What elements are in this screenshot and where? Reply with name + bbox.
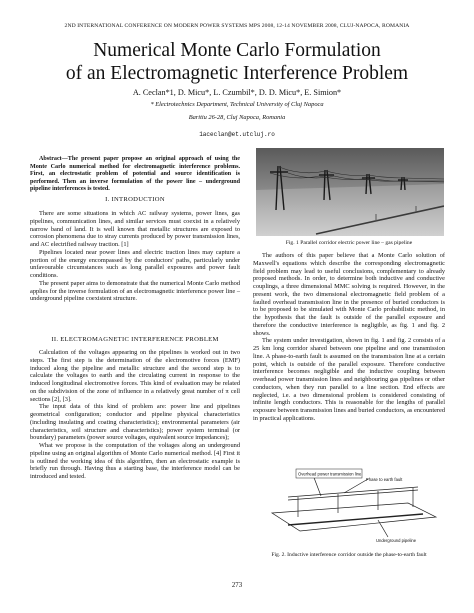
affiliation-department: * Electrotechnics Department, Technical University of Cluj Napoca <box>150 101 324 108</box>
paper-title-line-2: of an Electromagnetic Interference Problem <box>65 63 409 84</box>
paragraph: What we propose is the computation of the voltages along an underground pipeline using an original algorithm of Monte Carlo numerical method. [4] First it is outlined the working idea of this algorithm, then an electrostatic example is briefly run through. Having thus a starting base, the interference model can be introduced and tested. <box>30 442 240 480</box>
figure-1-corridor-illustration <box>256 148 444 236</box>
authors: A. Ceclan*1, D. Micu*, L. Czumbil*, D. D. Micu*, E. Simion* <box>132 88 342 97</box>
paragraph: The system under investigation, shown in fig. 1 and fig. 2 consists of a 25 km long corridor shared between one pipeline and one transmission line. A phase-to-earth fault is assumed on the transmission line at a certain point, which is outside of the parallel exposure. Therefore conductive interference becomes negligible and the inductive coupling between overhead power transmission lines and neighbouring gas pipelines or other conductors, when they run parallel to a line section. End effects are neglected, i.e. a two dimensional problem is considered consisting of infinite length conductors. This is reasonable for the lengths of parallel exposure between transmission lines and buried conductors, as encountered in practical applications. <box>253 337 445 422</box>
page-number: 273 <box>231 582 243 589</box>
fig2-label-fault: Phase to earth fault <box>366 477 403 482</box>
fig2-label-overhead: Overhead power transmission line <box>298 471 362 477</box>
paragraph: The authors of this paper believe that a Monte Carlo solution of Maxwell's equations which describe the corresponding electromagnetic field problem may lead to useful conclusions, complementary to already proposed methods. In order, to determine both inductive and conductive couplings, a three dimensional MMC solving is required. However, in the present work, the two dimensional electromagnetic field problem of a faulted overhead transmission line in the presence of buried conductors is to be proposed to be simulated with Monte Carlo probabilistic method, in the hypothesis that the fault is outside of the parallel exposure and therefore the conductive interference is negligible, as fig. 1 and fig. 2 shows. <box>253 252 445 337</box>
paragraph: Calculation of the voltages appearing on the pipelines is worked out in two steps. The first step is the determination of the electromotive forces (EMF) induced along the pipeline and metallic structure and the second step is to calculate the voltages to earth and the circulating current in response to the induced longitudinal electromotive forces. This kind of evaluation may be related on the subdivision of the zone of influence in a relatively great number of π cell sections [2], [3]. <box>30 349 240 403</box>
fig2-label-pipeline: Underground pipeline <box>376 538 417 543</box>
right-column-body <box>253 252 445 423</box>
paragraph: The input data of this kind of problem are: power line and pipelines geometrical configuration; conductor and pipeline physical characteristics (including insulating and coating characteristics); environmental parameters (air characteristics, soil structure and characteristics); power system terminal (or boundary) parameters (power source voltages, equivalent source impedances); <box>30 403 240 442</box>
paragraph: Pipelines located near power lines and electric traction lines may capture a portion of the energy encompassed by the conductors' paths, particularly under unfavourable circumstances such as long parallel exposures and power fault conditions. <box>30 248 240 279</box>
figure-2-diagram <box>258 467 442 547</box>
paper-title-line-1: Numerical Monte Carlo Formulation <box>93 40 381 61</box>
abstract-text: Abstract—The present paper propose an original approach of using the Monte Carlo numerical method for electromagnetic interference problems. First, an electrostatic problem of potential and source identification is performed. Then an inverse formulation of the power line – underground pipeline interferences is tested. <box>30 156 240 192</box>
affiliation-address: Baritiu 26-28, Cluj Napoca, Romania <box>188 114 286 121</box>
conference-header: 2ND INTERNATIONAL CONFERENCE ON MODERN POWER SYSTEMS MPS 2008, 12-14 NOVEMBER 2008, CLUJ-NAPOCA, ROMANIA <box>64 23 410 29</box>
figure-1-caption: Fig. 1 Parallel corridor electric power line – gas pipeline <box>285 240 413 246</box>
author-email: 1aceclan@et.utcluj.ro <box>199 131 275 138</box>
section-2-body <box>30 349 240 481</box>
section-2-heading: II. ELECTROMAGNETIC INTERFERENCE PROBLEM <box>51 336 219 343</box>
paragraph: There are some situations in which AC railway systems, power lines, gas pipelines, communication lines, and similar services must coexist in a relatively narrow band of land. It is well known that metallic structures are exposed to corrosion phenomena due to stray currents produced by power transmission lines, and AC electrified railway traction. [1] <box>30 210 240 248</box>
abstract <box>30 156 240 194</box>
paragraph: The present paper aims to demonstrate that the numerical Monte Carlo method applies for the inverse formulation of an electromagnetic interference power line – underground pipeline coexistent structure. <box>30 279 240 303</box>
section-1-body <box>30 210 240 303</box>
section-1-heading: I. INTRODUCTION <box>105 196 165 203</box>
figure-2-caption: Fig. 2. Inductive interference corridor outside the phase-to-earth fault <box>271 552 427 558</box>
